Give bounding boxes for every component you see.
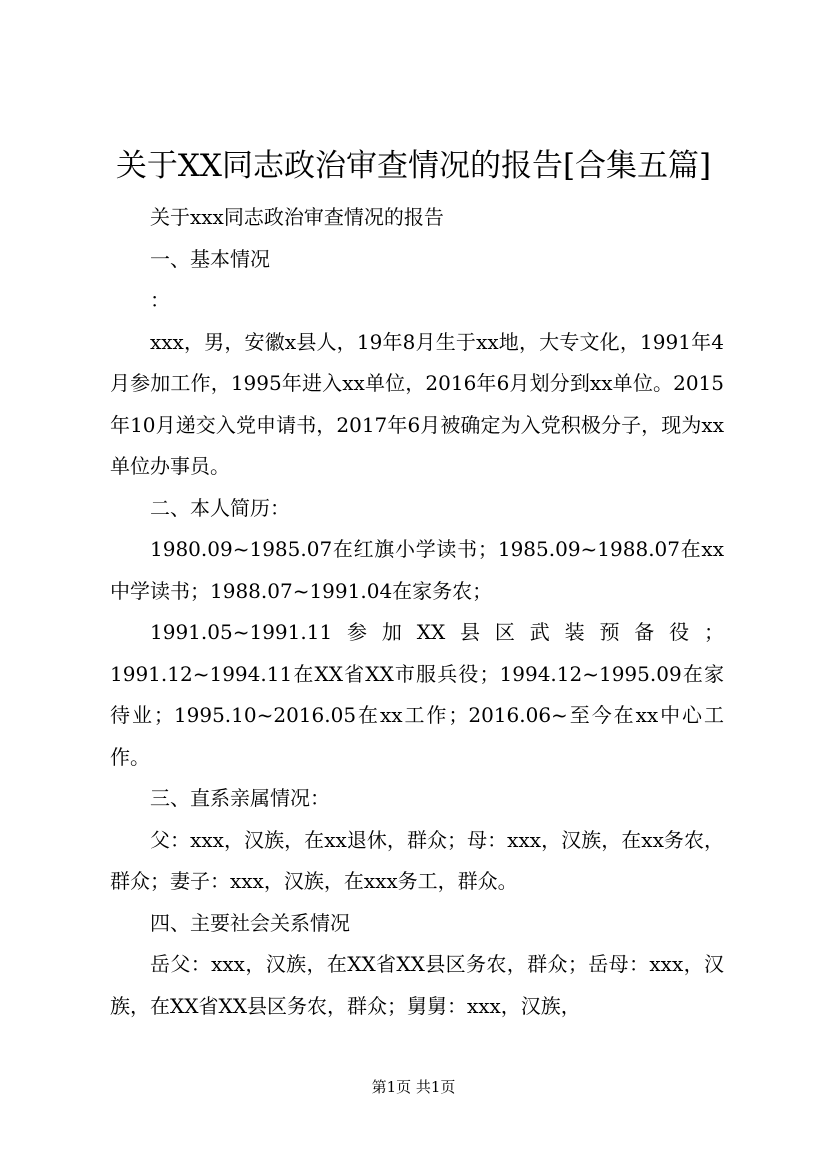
- page-footer: 第1页 共1页: [371, 1078, 456, 1096]
- document-body: [110, 197, 724, 1027]
- section-heading-social-relations: 四、主要社会关系情况: [150, 910, 350, 935]
- document-title: 关于XX同志政治审查情况的报告[合集五篇]: [115, 148, 712, 184]
- section-heading-immediate-family: 三、直系亲属情况：: [150, 786, 330, 810]
- section-heading-basic-info: 一、基本情况: [150, 246, 270, 271]
- section-heading-resume: 二、本人简历：: [150, 495, 290, 520]
- paragraph-immediate-family: 父：xxx，汉族，在xx退休，群众；母：xxx，汉族，在xx务农，群众；妻子：xxx，汉族，在xxx务工，群众。: [110, 827, 724, 893]
- paragraph-basic-info: xxx，男，安徽x县人，19年8月生于xx地，大专文化，1991年4月参加工作，1995年进入xx单位，2016年6月划分到xx单位。2015年10月递交入党申请书，2017年6月被确定为入党积极分子，现为xx单位办事员。: [110, 329, 724, 478]
- paragraph-resume-education: 1980.09~1985.07在红旗小学读书；1985.09~1988.07在xx中学读书；1988.07~1991.04在家务农；: [110, 537, 724, 603]
- report-subtitle: 关于xxx同志政治审查情况的报告: [150, 205, 444, 229]
- paragraph-social-relations: 岳父：xxx，汉族，在XX省XX县区务农，群众；岳母：xxx，汉族，在XX省XX县区务农，群众；舅舅：xxx，汉族，: [110, 952, 724, 1018]
- colon-line: ：: [150, 288, 170, 312]
- paragraph-resume-work: 1991.05~1991.11参加XX县区武装预备役；1991.12~1994.11在XX省XX市服兵役；1994.12~1995.09在家待业；1995.10~2016.05在xx工作；2016.06~至今在xx中心工作。: [110, 620, 724, 769]
